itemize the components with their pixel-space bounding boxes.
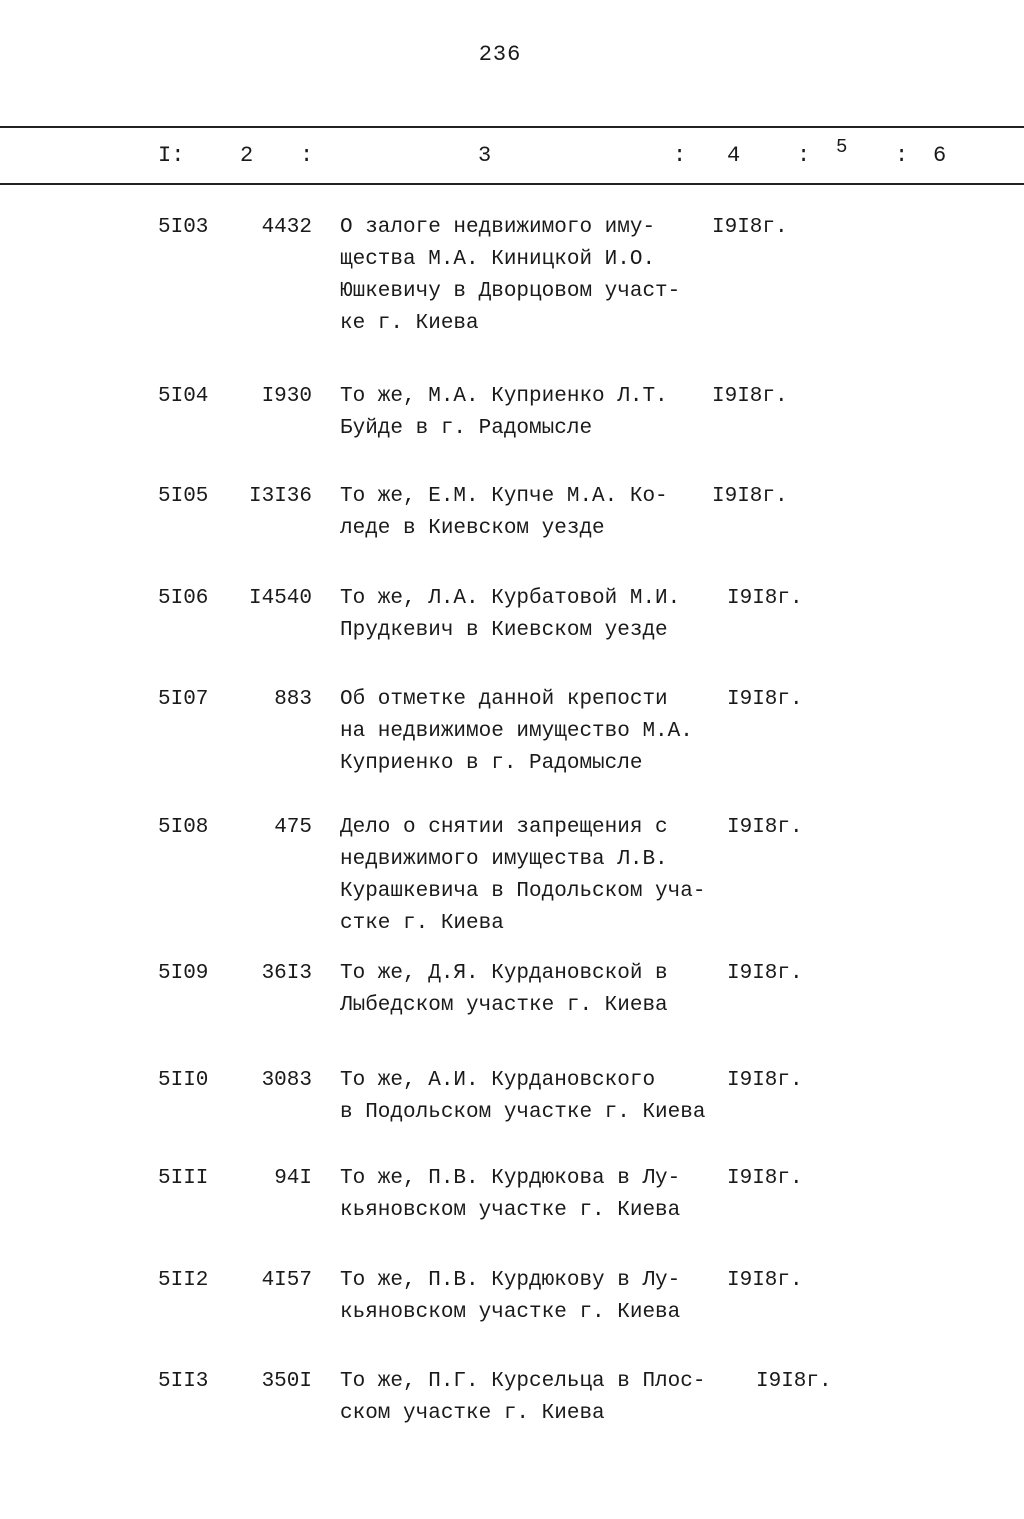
entry-year: I9I8г. — [727, 1069, 803, 1092]
entry-number: 5I08 — [158, 816, 209, 839]
header-col6: 6 — [933, 143, 947, 168]
description-line: То же, М.А. Куприенко Л.Т. — [340, 385, 668, 408]
entry-year: I9I8г. — [727, 1269, 803, 1292]
entry-description — [340, 481, 720, 545]
entry-ref: 4432 — [261, 216, 312, 239]
description-line: Прудкевич в Киевском уезде — [340, 619, 668, 642]
description-line: кьяновском участке г. Киева — [340, 1301, 681, 1324]
description-line: стке г. Киева — [340, 912, 504, 935]
entry-description — [340, 1265, 720, 1329]
description-line: Об отметке данной крепости — [340, 688, 668, 711]
entry-year: I9I8г. — [727, 688, 803, 711]
entry-ref: 36I3 — [261, 962, 312, 985]
entry-ref: I930 — [261, 385, 312, 408]
description-line: Куприенко в г. Радомысле — [340, 752, 643, 775]
entry-year: I9I8г. — [712, 385, 788, 408]
description-line: То же, П.В. Курдюкову в Лу- — [340, 1269, 681, 1292]
entry-number: 5II3 — [158, 1370, 209, 1393]
entry-description — [340, 958, 720, 1022]
entry-description — [340, 812, 720, 940]
description-line: То же, А.И. Курдановского — [340, 1069, 656, 1092]
description-line: на недвижимое имущество М.А. — [340, 720, 693, 743]
entry-description — [340, 1163, 720, 1227]
entry-year: I9I8г. — [727, 816, 803, 839]
description-line: ке г. Киева — [340, 312, 479, 335]
entry-description — [340, 684, 720, 780]
description-line: ском участке г. Киева — [340, 1402, 605, 1425]
description-line: Курашкевича в Подольском уча- — [340, 880, 706, 903]
entry-ref: 94I — [274, 1167, 312, 1190]
entry-ref: I3I36 — [248, 485, 312, 508]
entry-ref: 883 — [274, 688, 312, 711]
entry-number: 5II2 — [158, 1269, 209, 1292]
entry-number: 5III — [158, 1167, 209, 1190]
header-sep2: : — [673, 143, 687, 168]
header-col4: 4 — [727, 143, 741, 168]
description-line: Дело о снятии запрещения с — [340, 816, 668, 839]
header-col2: 2 — [240, 143, 254, 168]
header-sep4: : — [895, 143, 909, 168]
entry-number: 5I07 — [158, 688, 209, 711]
entry-description — [340, 381, 720, 445]
entry-year: I9I8г. — [727, 962, 803, 985]
description-line: То же, Л.А. Курбатовой М.И. — [340, 587, 681, 610]
entry-description — [340, 1366, 720, 1430]
table-top-rule — [0, 126, 1024, 128]
entry-number: 5I05 — [158, 485, 209, 508]
description-line: То же, Е.М. Купче М.А. Ко- — [340, 485, 668, 508]
entry-description — [340, 212, 720, 340]
description-line: Юшкевичу в Дворцовом участ- — [340, 280, 681, 303]
entry-number: 5I06 — [158, 587, 209, 610]
entry-number: 5I04 — [158, 385, 209, 408]
entry-ref: 350I — [261, 1370, 312, 1393]
header-col3: 3 — [478, 143, 492, 168]
header-sep3: : — [797, 143, 811, 168]
entry-description — [340, 1065, 720, 1129]
description-line: Буйде в г. Радомысле — [340, 417, 593, 440]
entry-description — [340, 583, 720, 647]
entry-year: I9I8г. — [727, 587, 803, 610]
description-line: леде в Киевском уезде — [340, 517, 605, 540]
description-line: То же, П.В. Курдюкова в Лу- — [340, 1167, 681, 1190]
entry-number: 5II0 — [158, 1069, 209, 1092]
header-col5: 5 — [836, 136, 848, 158]
entry-year: I9I8г. — [712, 216, 788, 239]
entry-year: I9I8г. — [712, 485, 788, 508]
header-col1: I: — [158, 143, 185, 168]
description-line: в Подольском участке г. Киева — [340, 1101, 706, 1124]
description-line: недвижимого имущества Л.В. — [340, 848, 668, 871]
page-number: 236 — [478, 42, 522, 67]
description-line: То же, П.Г. Курсельца в Плос- — [340, 1370, 706, 1393]
entry-year: I9I8г. — [756, 1370, 832, 1393]
entry-ref: 475 — [274, 816, 312, 839]
entry-year: I9I8г. — [727, 1167, 803, 1190]
entry-number: 5I03 — [158, 216, 209, 239]
description-line: кьяновском участке г. Киева — [340, 1199, 681, 1222]
description-line: О залоге недвижимого иму- — [340, 216, 656, 239]
description-line: Лыбедском участке г. Киева — [340, 994, 668, 1017]
entry-ref: 3083 — [261, 1069, 312, 1092]
description-line: щества М.А. Киницкой И.О. — [340, 248, 656, 271]
description-line: То же, Д.Я. Курдановской в — [340, 962, 668, 985]
header-sep1: : — [300, 143, 314, 168]
entry-ref: I4540 — [248, 587, 312, 610]
entry-number: 5I09 — [158, 962, 209, 985]
entry-ref: 4I57 — [261, 1269, 312, 1292]
table-header-rule — [0, 183, 1024, 185]
